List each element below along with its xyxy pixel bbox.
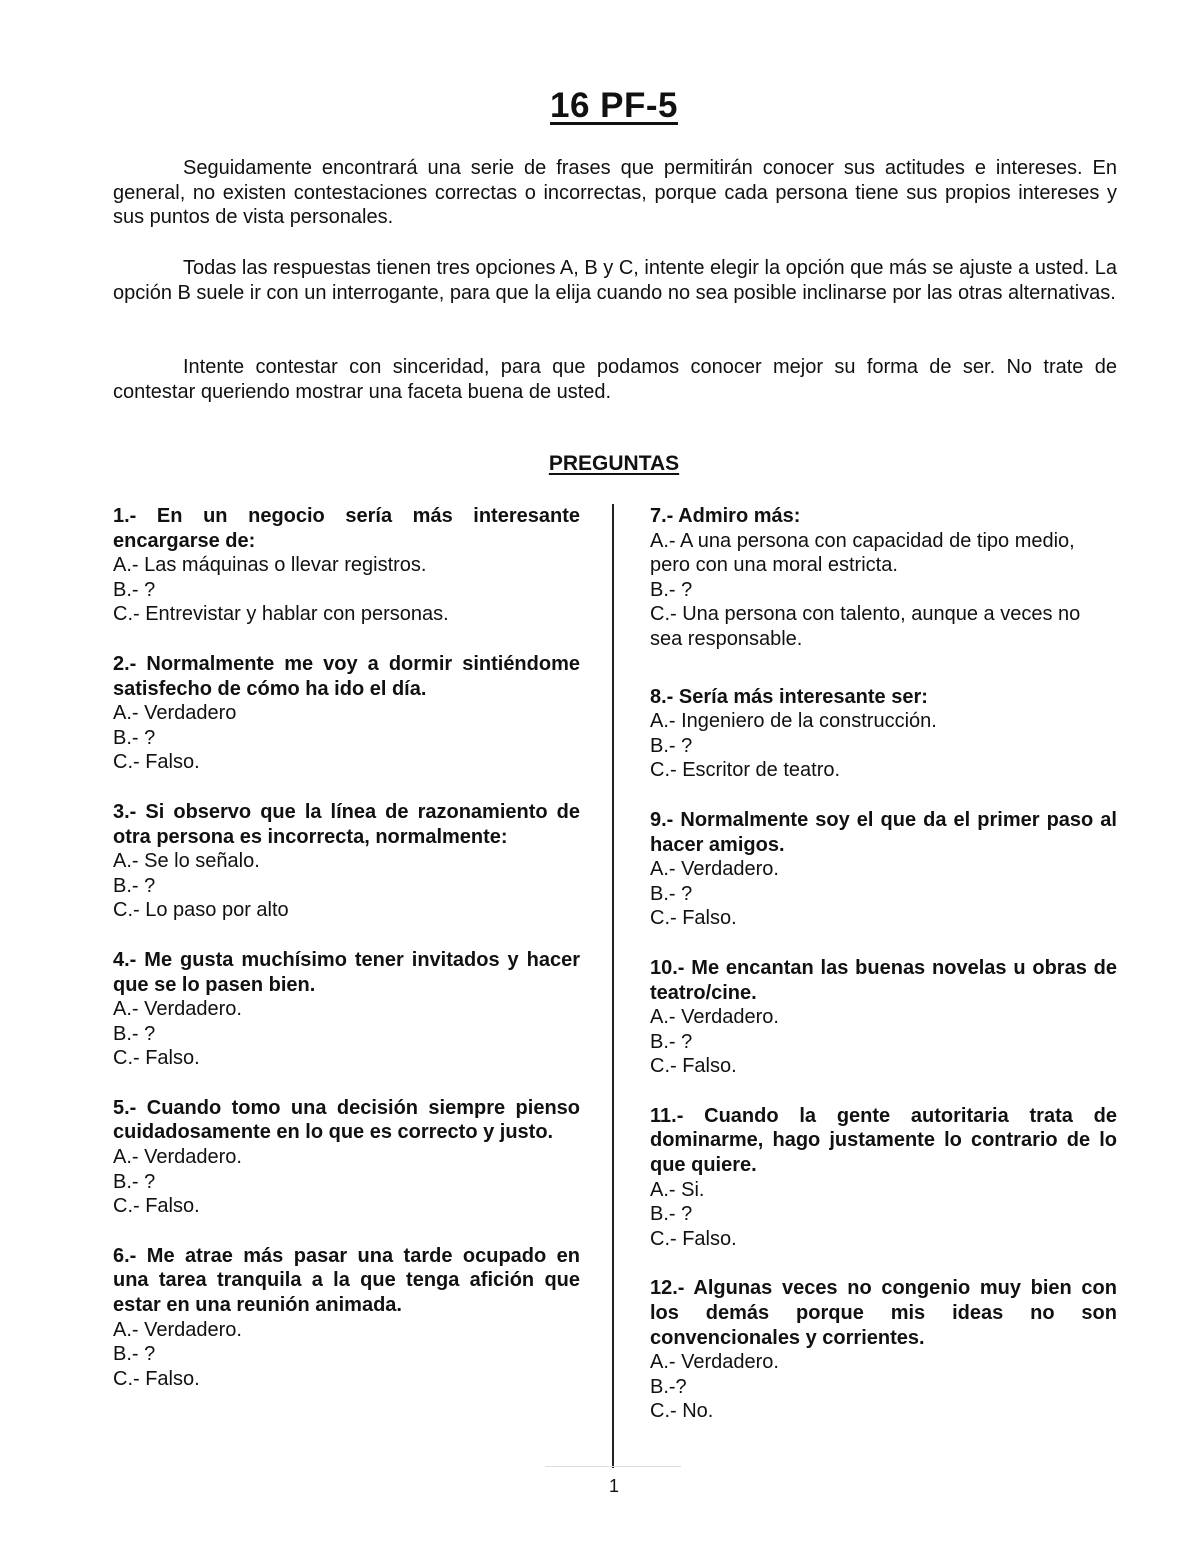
option-b: B.- ? bbox=[113, 1343, 156, 1366]
option-c: C.- Lo paso por alto bbox=[113, 899, 289, 922]
question-2 bbox=[113, 652, 580, 775]
question-5 bbox=[113, 1096, 580, 1219]
option-c: C.- Entrevistar y hablar con personas. bbox=[113, 603, 449, 626]
question-text: 11.- Cuando la gente autoritaria trata de dominarme, hago justamente lo contrario de lo que quiere. bbox=[650, 1104, 1117, 1177]
intro-paragraph-2: Todas las respuestas tienen tres opciones A, B y C, intente elegir la opción que más se ajuste a usted. La opción B suele ir con un interrogante, para que la elija cuando no sea posible inclinarse por las otras alternativas. bbox=[113, 257, 1117, 304]
question-text: 3.- Si observo que la línea de razonamiento de otra persona es incorrecta, normalmente: bbox=[113, 800, 580, 848]
option-b: B.- ? bbox=[113, 1022, 156, 1045]
question-text: 10.- Me encantan las buenas novelas u obras de teatro/cine. bbox=[650, 956, 1117, 1004]
option-a: A.- Verdadero. bbox=[650, 858, 779, 881]
option-a: A.- Ingeniero de la construcción. bbox=[650, 710, 937, 733]
option-b: B.- ? bbox=[650, 1203, 693, 1226]
option-a: A.- Se lo señalo. bbox=[113, 850, 260, 873]
intro-paragraph-3: Intente contestar con sinceridad, para que podamos conocer mejor su forma de ser. No trate de contestar queriendo mostrar una faceta buena de usted. bbox=[113, 356, 1117, 403]
option-c: C.- Falso. bbox=[113, 1195, 200, 1218]
option-b: B.- ? bbox=[113, 1170, 156, 1193]
question-10 bbox=[650, 956, 1117, 1079]
option-b: B.- ? bbox=[650, 882, 693, 905]
option-c: C.- No. bbox=[650, 1400, 714, 1423]
question-text: 12.- Algunas veces no congenio muy bien con los demás porque mis ideas no son convencionales y corrientes. bbox=[650, 1277, 1117, 1349]
option-a: A.- Verdadero. bbox=[113, 1146, 242, 1169]
option-c: C.- Escritor de teatro. bbox=[650, 759, 841, 782]
question-text: 7.- Admiro más: bbox=[650, 505, 801, 527]
question-text: 8.- Sería más interesante ser: bbox=[650, 685, 928, 708]
option-a: A.- Verdadero. bbox=[113, 1318, 242, 1341]
question-11 bbox=[650, 1104, 1117, 1252]
option-c: C.- Falso. bbox=[113, 1047, 200, 1070]
question-text: 2.- Normalmente me voy a dormir sintiéndome satisfecho de cómo ha ido el día. bbox=[113, 652, 580, 700]
question-text: 9.- Normalmente soy el que da el primer paso al hacer amigos. bbox=[650, 808, 1117, 856]
question-8 bbox=[650, 685, 1117, 783]
option-c: C.- Falso. bbox=[113, 751, 200, 774]
option-b: B.-? bbox=[650, 1375, 687, 1398]
option-a: A.- Si. bbox=[650, 1178, 705, 1201]
option-b: B.- ? bbox=[650, 734, 693, 757]
option-a: A.- Verdadero. bbox=[650, 1351, 779, 1374]
option-b: B.- ? bbox=[113, 578, 156, 601]
option-c: C.- Falso. bbox=[650, 907, 737, 930]
option-c: C.- Falso. bbox=[650, 1227, 737, 1250]
option-b: B.- ? bbox=[650, 578, 693, 601]
option-a: A.- Verdadero bbox=[113, 702, 237, 725]
question-1 bbox=[113, 504, 580, 627]
option-a: A.- A una persona con capacidad de tipo medio, pero con una moral estricta. bbox=[650, 529, 1075, 577]
question-6 bbox=[113, 1244, 580, 1392]
question-3 bbox=[113, 800, 580, 923]
question-9 bbox=[650, 808, 1117, 931]
question-text: 1.- En un negocio sería más interesante encargarse de: bbox=[113, 505, 580, 552]
question-text: 6.- Me atrae más pasar una tarde ocupado en una tarea tranquila a la que tenga afición que estar en una reunión animada. bbox=[113, 1244, 580, 1317]
question-12 bbox=[650, 1276, 1117, 1424]
option-a: A.- Las máquinas o llevar registros. bbox=[113, 554, 427, 577]
option-c: C.- Una persona con talento, aunque a veces no sea responsable. bbox=[650, 603, 1081, 650]
question-7 bbox=[650, 504, 1117, 652]
questions-column-right bbox=[650, 504, 1117, 1424]
intro-paragraph-1: Seguidamente encontrará una serie de frases que permitirán conocer sus actitudes e intereses. En general, no existen contestaciones correctas o incorrectas, porque cada persona tiene sus propios intereses y sus puntos de vista personales. bbox=[113, 157, 1117, 228]
questions-column-left bbox=[113, 504, 580, 1391]
column-divider bbox=[612, 504, 614, 1468]
question-text: 4.- Me gusta muchísimo tener invitados y hacer que se lo pasen bien. bbox=[113, 948, 580, 996]
option-a: A.- Verdadero. bbox=[650, 1006, 779, 1029]
question-text: 5.- Cuando tomo una decisión siempre pienso cuidadosamente en lo que es correcto y justo. bbox=[113, 1096, 580, 1144]
option-a: A.- Verdadero. bbox=[113, 998, 242, 1021]
option-c: C.- Falso. bbox=[113, 1367, 200, 1390]
page-number: 1 bbox=[608, 1476, 619, 1496]
section-heading-preguntas: PREGUNTAS bbox=[548, 452, 680, 475]
option-b: B.- ? bbox=[113, 874, 156, 897]
option-b: B.- ? bbox=[650, 1030, 693, 1053]
question-4 bbox=[113, 948, 580, 1071]
footer-rule bbox=[545, 1466, 681, 1467]
option-b: B.- ? bbox=[113, 726, 156, 749]
option-c: C.- Falso. bbox=[650, 1055, 737, 1078]
document-title: 16 PF-5 bbox=[550, 86, 678, 125]
